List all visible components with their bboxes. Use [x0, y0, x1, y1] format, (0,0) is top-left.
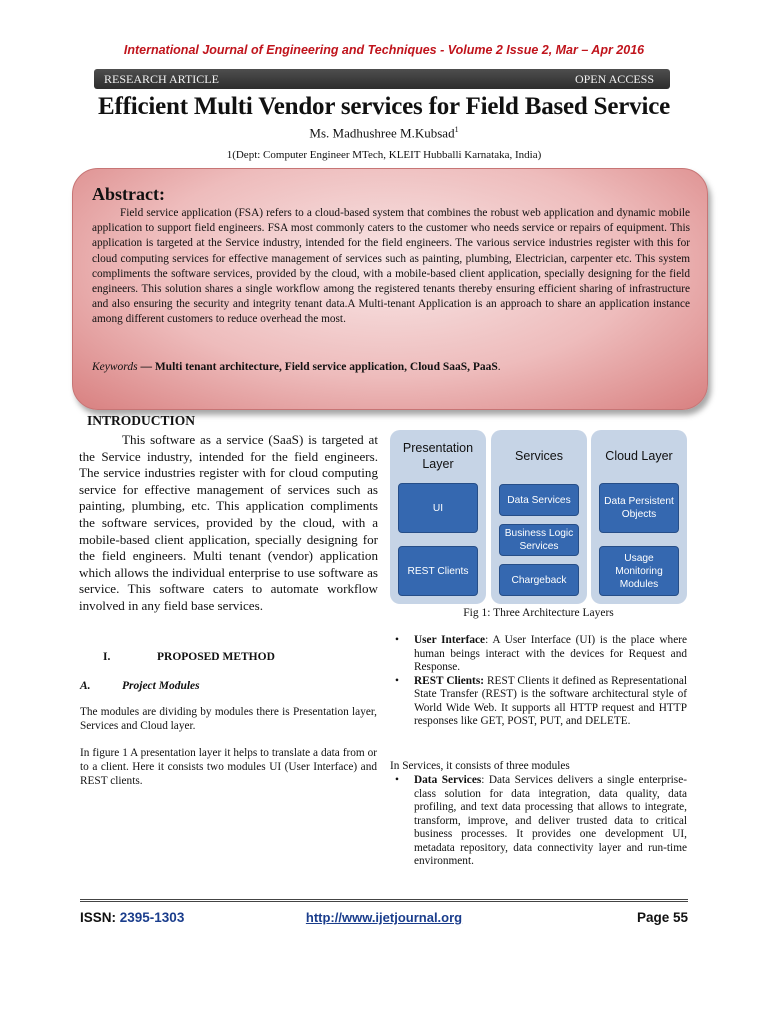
keywords [92, 361, 690, 373]
list-item: • REST Clients: REST Clients it defined as Representational State Transfer (REST) is the software architectural style of World Wide Web. It supports all HTTP request and HTTP responses like GET, POST, PUT, and DELETE. [395, 674, 687, 727]
cloud-layer-column [591, 430, 687, 604]
section-number: I. [103, 651, 111, 663]
bullet-text: : Data Services delivers a single enterprise-class solution for data integration, data quality, data profiling, and text data processing that allows to integrate, transform, improve, and deliver trusted data to critical business processes. It provides one development UI, metadata repository, data connectivity layer and run-time environment. [414, 774, 687, 867]
journal-link[interactable]: http://www.ijetjournal.org [305, 910, 463, 925]
column-title: Presentation Layer [402, 441, 474, 471]
services-intro: In Services, it consists of three modules [390, 760, 570, 772]
abstract-text: Field service application (FSA) refers to a cloud-based system that combines the robust web application and dynamic mobile application to support field engineers. FSA most commonly caters to the customer who needs service or repairs of equipment. This application is targeted at the Service industry, intended for the field engineers. The various service industries register with this for cloud computing services for effective management of services such as painting, plumbing, Electrician, carpenter etc. This system compliments the software services, provided by the cloud, with a mobile-based client application, specially designing for the field engineers. This solution shares a single workflow among the registered tenants thereby ensuring efficient sharing of infrastructure and also ensuring the security and integrity tenant data.A Multi-tenant Application is an approach to share an application instance among different customers to reduce overhead the most. [92, 207, 690, 326]
layer-bullet-list [393, 634, 687, 729]
issn-label: ISSN: [80, 910, 120, 925]
chargeback-box: Chargeback [499, 564, 579, 596]
column-title: Services [515, 449, 563, 463]
keywords-end: . [497, 361, 501, 373]
column-title: Cloud Layer [605, 449, 673, 463]
architecture-figure [390, 430, 687, 604]
usage-monitoring-box: Usage Monitoring Modules [599, 546, 679, 596]
article-type-label: RESEARCH ARTICLE [104, 71, 219, 86]
bullet-term: REST Clients: [414, 674, 484, 687]
business-logic-box: Business Logic Services [499, 524, 579, 556]
affiliation: 1(Dept: Computer Engineer MTech, KLEIT Hubballi Karnataka, India) [226, 149, 542, 161]
bullet-text: REST Clients it defined as Representational State Transfer (REST) is the software architectural style of World Wide Web. It supports all HTTP request and HTTP responses like GET, POST, PUT, and DELETE. [414, 674, 687, 727]
section-title: PROPOSED METHOD [157, 651, 275, 663]
bullet-term: User Interface [414, 634, 486, 646]
author-superscript: 1 [454, 125, 459, 134]
open-access-label: OPEN ACCESS [574, 71, 654, 86]
subsection-heading [80, 680, 200, 692]
introduction-text: This software as a service (SaaS) is targeted at the Service industry, intended for the field engineers. The service industries register with for cloud computing service for effective management of services such as painting, plumbing, etc. This application compliments the software services, provided by the cloud, with a mobile-based client application, specially designing for the field engineers. Multi tenant (vendor) application which allows the individual enterprise to use software as service. This software caters to automate workflow involved in any field base services. [79, 432, 378, 613]
introduction-heading: INTRODUCTION [87, 413, 196, 428]
keywords-dash: — [137, 361, 155, 373]
subsection-number: A. [80, 680, 91, 692]
rest-clients-box: REST Clients [398, 546, 478, 596]
services-bullet-list [393, 774, 687, 869]
subsection-title: Project Modules [122, 680, 200, 692]
keywords-list: Multi tenant architecture, Field service application, Cloud SaaS, PaaS [154, 361, 498, 373]
author-line [0, 125, 768, 141]
figure-caption: Fig 1: Three Architecture Layers [463, 607, 614, 619]
footer-divider [80, 899, 688, 902]
bullet-text: : A User Interface (UI) is the place where human beings interact with the devices for Request and Response. [414, 634, 687, 673]
services-column [491, 430, 587, 604]
presentation-layer-column [390, 430, 486, 604]
section-heading [103, 651, 275, 663]
data-services-box: Data Services [499, 484, 579, 516]
bullet-term: Data Services [414, 774, 482, 786]
article-type-bar [94, 69, 670, 89]
author-name: Ms. Madhushree M.Kubsad [309, 125, 455, 141]
body-paragraph: In figure 1 A presentation layer it helps to translate a data from or to a client. Here it consists two modules UI (User Interface) and REST clients. [80, 747, 377, 787]
list-item: • User Interface: A User Interface (UI) is the place where human beings interact with the devices for Request and Response. [395, 634, 687, 673]
keywords-label: Keywords [92, 361, 138, 373]
body-paragraph: The modules are dividing by modules there is Presentation layer, Services and Cloud layer. [80, 706, 377, 732]
paper-title: Efficient Multi Vendor services for Field Based Service [97, 93, 671, 120]
page-number: Page 55 [636, 910, 688, 925]
ui-box: UI [398, 483, 478, 533]
journal-header: International Journal of Engineering and Techniques - Volume 2 Issue 2, Mar – Apr 2016 [123, 43, 645, 57]
list-item: • Data Services: Data Services delivers a single enterprise-class solution for data integration, data quality, data profiling, and text data processing that allows to integrate, transform, improve, and deliver trusted data to critical business processes. It provides one development UI, metadata repository, data connectivity layer and run-time environment. [395, 774, 687, 867]
abstract-heading: Abstract: [92, 184, 165, 204]
data-persistent-objects-box: Data Persistent Objects [599, 483, 679, 533]
issn-number: 2395-1303 [119, 910, 185, 925]
